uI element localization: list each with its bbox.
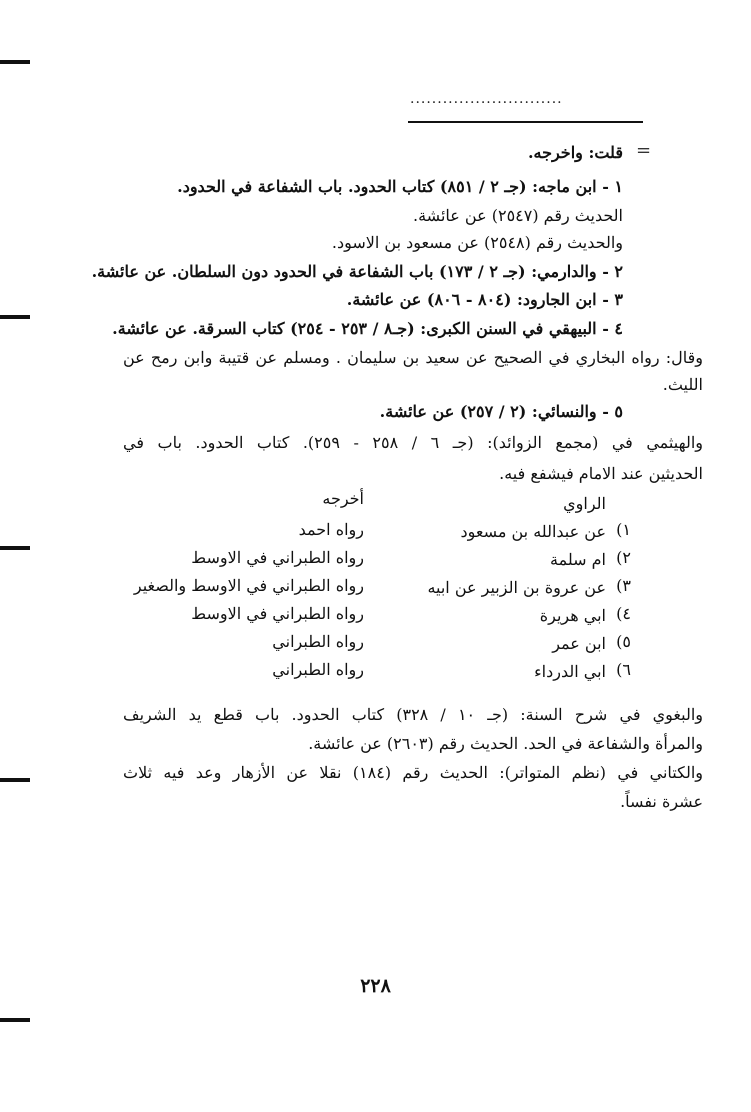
header-rule bbox=[408, 121, 643, 123]
text-line: عشرة نفساً. bbox=[620, 792, 703, 811]
page-number: ٢٢٨ bbox=[360, 975, 391, 997]
row-source: رواه الطبراني bbox=[272, 632, 364, 651]
row-source: رواه الطبراني في الاوسط والصغير bbox=[133, 576, 364, 595]
margin-mark bbox=[0, 60, 30, 64]
text-line: ١ - ابن ماجه: (جـ ٢ / ٨٥١) كتاب الحدود. باب الشفاعة في الحدود. bbox=[177, 177, 623, 196]
text-line: والمرأة والشفاعة في الحد. الحديث رقم (٢٦٠٣) عن عائشة. bbox=[308, 734, 703, 753]
text-line: والكتاني في (نظم المتواتر): الحديث رقم (١٨٤) نقلا عن الأزهار وعد فيه ثلاث bbox=[123, 763, 704, 782]
row-source: رواه الطبراني bbox=[272, 660, 364, 679]
text-line: ٤ - البيهقي في السنن الكبرى: (جـ٨ / ٢٥٣ - ٢٥٤) كتاب السرقة. عن عائشة. bbox=[112, 319, 623, 338]
text-line: والهيثمي في (مجمع الزوائد): (جـ ٦ / ٢٥٨ - ٢٥٩). كتاب الحدود. باب في bbox=[123, 433, 704, 452]
margin-mark bbox=[0, 778, 30, 782]
header-dots: ............................ bbox=[410, 91, 563, 107]
text-line: وقال: رواه البخاري في الصحيح عن سعيد بن سليمان . ومسلم عن قتيبة وابن رمح عن bbox=[123, 348, 703, 367]
table-header-source: أخرجه bbox=[322, 489, 364, 508]
text-line: ٥ - والنسائي: (٢ / ٢٥٧) عن عائشة. bbox=[379, 402, 623, 421]
text-line: والحديث رقم (٢٥٤٨) عن مسعود بن الاسود. bbox=[331, 233, 623, 252]
margin-mark bbox=[0, 1018, 30, 1022]
table-header-narrator: الراوي bbox=[563, 494, 606, 513]
text-line: الحديثين عند الامام فيشفع فيه. bbox=[499, 464, 703, 483]
row-narrator: عن عبدالله بن مسعود bbox=[460, 522, 606, 541]
text-line: قلت: واخرجه. bbox=[527, 143, 623, 162]
row-number: ٦) bbox=[616, 660, 631, 679]
text-line: ٢ - والدارمي: (جـ ٢ / ١٧٣) باب الشفاعة في الحدود دون السلطان. عن عائشة. bbox=[91, 262, 623, 281]
row-source: رواه الطبراني في الاوسط bbox=[191, 548, 364, 567]
row-source: رواه الطبراني في الاوسط bbox=[191, 604, 364, 623]
row-number: ٤) bbox=[616, 604, 631, 623]
margin-mark bbox=[0, 546, 30, 550]
text-line: الحديث رقم (٢٥٤٧) عن عائشة. bbox=[413, 206, 623, 225]
text-line: والبغوي في شرح السنة: (جـ ١٠ / ٣٢٨) كتاب الحدود. باب قطع يد الشريف bbox=[123, 705, 704, 724]
text-line: ٣ - ابن الجارود: (٨٠٤ - ٨٠٦) عن عائشة. bbox=[346, 290, 623, 309]
row-number: ١) bbox=[616, 520, 631, 539]
row-narrator: ابن عمر bbox=[552, 634, 606, 653]
margin-mark bbox=[0, 315, 30, 319]
row-narrator: ابي هريرة bbox=[539, 606, 606, 625]
continuation-mark: = bbox=[636, 140, 652, 161]
row-number: ٥) bbox=[616, 632, 631, 651]
text-line: الليث. bbox=[662, 375, 703, 394]
row-source: رواه احمد bbox=[298, 520, 364, 539]
row-narrator: ابي الدرداء bbox=[534, 662, 606, 681]
row-narrator: ام سلمة bbox=[550, 550, 606, 569]
row-number: ٣) bbox=[616, 576, 631, 595]
row-narrator: عن عروة بن الزبير عن ابيه bbox=[427, 578, 606, 597]
row-number: ٢) bbox=[616, 548, 631, 567]
